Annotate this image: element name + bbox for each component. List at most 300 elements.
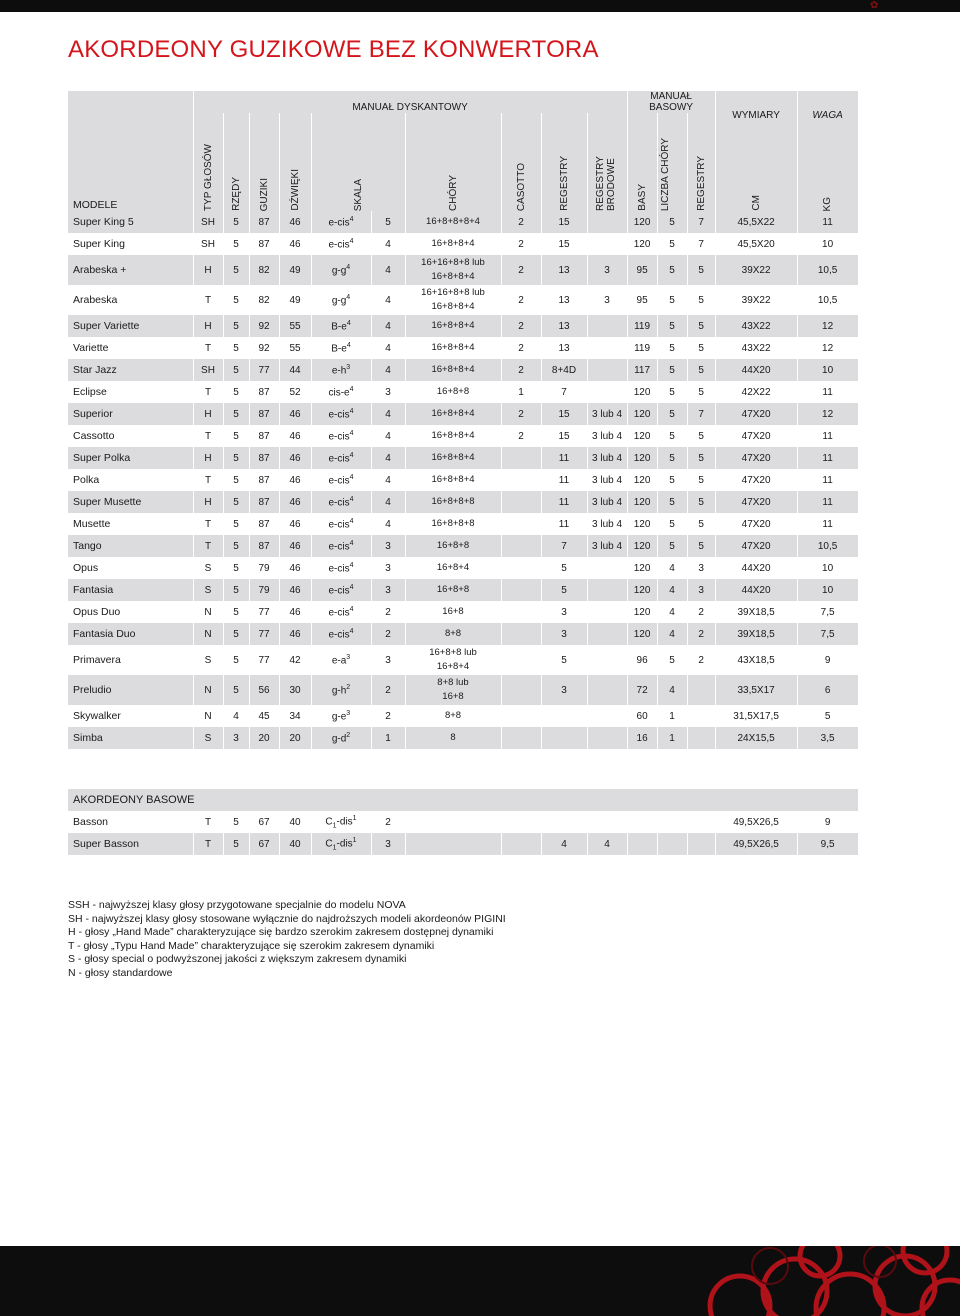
header-kg: KG [822, 196, 834, 211]
header-skala: SKALA [352, 178, 364, 211]
cell-chory-count: 2 [371, 675, 405, 705]
cell-cas: 2 [501, 337, 541, 359]
table-row [68, 623, 858, 645]
cell-cm: 45,5X20 [715, 233, 797, 255]
cell-dz: 55 [279, 337, 311, 359]
skala-range: e-cis [328, 629, 350, 641]
cell-chory [405, 535, 501, 557]
cell-lch [657, 833, 687, 855]
cell-reg: 7 [541, 535, 587, 557]
cell-gz: 87 [249, 211, 279, 233]
chory-line: 16+16+8+8 lub [421, 257, 485, 268]
cell-dz: 49 [279, 255, 311, 285]
chory-line: 8+8 [444, 628, 462, 639]
cell-basy: 95 [627, 285, 657, 315]
model-name: Star Jazz [68, 359, 193, 381]
skala-range: e-cis [328, 409, 350, 421]
cell-dz: 46 [279, 447, 311, 469]
model-name: Cassotto [68, 425, 193, 447]
cell-reg [541, 811, 587, 833]
cell-brod [587, 645, 627, 675]
cell-skala [311, 403, 371, 425]
cell-cas: 2 [501, 359, 541, 381]
skala-octave: 4 [349, 517, 354, 525]
cell-reg: 11 [541, 513, 587, 535]
cell-typ: T [193, 811, 223, 833]
cell-lch: 4 [657, 557, 687, 579]
cell-skala [311, 491, 371, 513]
cell-chory-count: 4 [371, 233, 405, 255]
cell-reg: 15 [541, 233, 587, 255]
table-row [68, 469, 858, 491]
skala-octave: 4 [349, 215, 354, 223]
cell-regb: 5 [687, 381, 715, 403]
skala-octave: 2 [346, 683, 351, 691]
cell-typ: H [193, 403, 223, 425]
cell-rz: 5 [223, 337, 249, 359]
cell-dz: 42 [279, 645, 311, 675]
cell-basy: 120 [627, 403, 657, 425]
cell-rz: 5 [223, 255, 249, 285]
cell-rz: 5 [223, 381, 249, 403]
cell-chory-count: 3 [371, 833, 405, 855]
cell-typ: SH [193, 211, 223, 233]
cell-basy: 120 [627, 513, 657, 535]
cell-cm: 47X20 [715, 469, 797, 491]
cell-chory [405, 403, 501, 425]
cell-brod: 3 lub 4 [587, 469, 627, 491]
cell-dz: 44 [279, 359, 311, 381]
skala-octave: 1 [352, 836, 357, 844]
cell-skala [311, 425, 371, 447]
cell-kg: 10 [797, 359, 858, 381]
cell-regb [687, 833, 715, 855]
cell-lch: 4 [657, 579, 687, 601]
cell-basy: 117 [627, 359, 657, 381]
group-header-waga: WAGA [798, 92, 858, 140]
cell-skala [311, 337, 371, 359]
group-header-bas: MANUAŁ BASOWY [627, 91, 715, 113]
chory-line: 16+8+8+4 [431, 301, 475, 312]
cell-typ: N [193, 705, 223, 727]
cell-brod [587, 337, 627, 359]
cell-rz: 5 [223, 557, 249, 579]
cell-kg: 9,5 [797, 833, 858, 855]
header-typ: TYP GŁOSÓW [202, 143, 214, 211]
cell-cm: 45,5X22 [715, 211, 797, 233]
cell-chory [405, 255, 501, 285]
chory-line: 16+8+4 [436, 661, 470, 672]
skala-octave: 2 [346, 731, 351, 739]
cell-skala [311, 833, 371, 855]
cell-gz: 82 [249, 255, 279, 285]
cell-cas [501, 557, 541, 579]
cell-cm: 47X20 [715, 491, 797, 513]
cell-kg: 9 [797, 645, 858, 675]
cell-chory [405, 579, 501, 601]
cell-reg: 5 [541, 645, 587, 675]
cell-gz: 79 [249, 579, 279, 601]
cell-dz: 46 [279, 579, 311, 601]
skala-range: e-h [331, 365, 347, 377]
cell-brod [587, 359, 627, 381]
skala-range: e-cis [328, 541, 350, 553]
skala-octave: 4 [349, 561, 354, 569]
skala-range: e-a [331, 655, 347, 667]
cell-gz: 79 [249, 557, 279, 579]
table-row [68, 381, 858, 403]
cell-cas [501, 535, 541, 557]
cell-brod [587, 727, 627, 749]
cell-rz: 5 [223, 623, 249, 645]
skala-range: B-e [331, 343, 347, 355]
table-row [68, 359, 858, 381]
cell-reg: 8+4D [541, 359, 587, 381]
legend-item: N - głosy standardowe [68, 966, 173, 979]
cell-brod [587, 211, 627, 233]
cell-skala [311, 535, 371, 557]
skala-range: g-g [331, 295, 347, 307]
chory-line: 8+8 lub [437, 677, 469, 688]
chory-line: 16+8 [442, 691, 464, 702]
cell-chory [405, 381, 501, 403]
cell-cm: 44X20 [715, 557, 797, 579]
group-header-wymiary: WYMIARY [716, 92, 797, 140]
cell-regb: 7 [687, 233, 715, 255]
cell-chory [405, 811, 501, 833]
cell-cm: 44X20 [715, 579, 797, 601]
skala-range: e-cis [328, 519, 350, 531]
table-row [68, 833, 858, 855]
cell-regb: 2 [687, 623, 715, 645]
table-row [68, 255, 858, 285]
cell-regb: 5 [687, 447, 715, 469]
model-name: Super Polka [68, 447, 193, 469]
cell-typ: T [193, 833, 223, 855]
cell-skala [311, 811, 371, 833]
cell-skala [311, 557, 371, 579]
table-row [68, 601, 858, 623]
cell-kg: 12 [797, 337, 858, 359]
skala-octave: 4 [346, 293, 351, 301]
cell-kg: 12 [797, 315, 858, 337]
cell-gz: 87 [249, 403, 279, 425]
cell-kg: 12 [797, 403, 858, 425]
cell-brod: 3 lub 4 [587, 535, 627, 557]
cell-cm: 39X22 [715, 255, 797, 285]
cell-chory [405, 623, 501, 645]
skala-range: e-cis [328, 453, 350, 465]
cell-reg: 13 [541, 337, 587, 359]
cell-basy: 120 [627, 211, 657, 233]
cell-dz: 30 [279, 675, 311, 705]
cell-kg: 5 [797, 705, 858, 727]
skala-range: g-e [331, 711, 347, 723]
legend-item: T - głosy „Typu Hand Made” charakteryzujące się szerokim zakresem dynamiki [68, 939, 435, 952]
legend [68, 899, 506, 981]
chory-line: 16+8+8+4 [431, 408, 475, 419]
cell-brod: 3 lub 4 [587, 403, 627, 425]
cell-chory [405, 491, 501, 513]
cell-brod: 3 [587, 255, 627, 285]
cell-reg [541, 705, 587, 727]
cell-cm: 33,5X17 [715, 675, 797, 705]
cell-cas [501, 675, 541, 705]
cell-dz: 46 [279, 535, 311, 557]
cell-typ: T [193, 469, 223, 491]
cell-kg: 3,5 [797, 727, 858, 749]
cell-skala [311, 469, 371, 491]
cell-typ: S [193, 557, 223, 579]
cell-kg: 11 [797, 425, 858, 447]
skala-range: -dis [336, 838, 353, 850]
cell-dz: 46 [279, 403, 311, 425]
cell-cm: 24X15,5 [715, 727, 797, 749]
cell-cas [501, 811, 541, 833]
cell-regb [687, 675, 715, 705]
legend-item: S - głosy special o podwyższonej jakości z większym zakresem dynamiki [68, 953, 407, 966]
cell-cas [501, 601, 541, 623]
cell-skala [311, 579, 371, 601]
cell-brod: 4 [587, 833, 627, 855]
decorative-circles-icon [700, 1246, 960, 1316]
cell-gz: 87 [249, 447, 279, 469]
cell-lch: 5 [657, 255, 687, 285]
skala-range: e-cis [328, 497, 350, 509]
cell-regb: 7 [687, 211, 715, 233]
cell-rz: 5 [223, 403, 249, 425]
cell-cas [501, 833, 541, 855]
cell-typ: S [193, 727, 223, 749]
cell-reg: 3 [541, 675, 587, 705]
table-row [68, 403, 858, 425]
cell-reg: 4 [541, 833, 587, 855]
cell-cas: 2 [501, 255, 541, 285]
cell-kg: 11 [797, 469, 858, 491]
cell-chory [405, 513, 501, 535]
cell-brod: 3 lub 4 [587, 491, 627, 513]
cell-basy: 120 [627, 579, 657, 601]
cell-cm: 49,5X26,5 [715, 833, 797, 855]
cell-rz: 4 [223, 705, 249, 727]
skala-range: cis-e [328, 387, 350, 399]
cell-chory-count: 4 [371, 447, 405, 469]
cell-dz: 46 [279, 425, 311, 447]
cell-cm: 47X20 [715, 403, 797, 425]
table-row [68, 811, 858, 833]
cell-brod: 3 lub 4 [587, 447, 627, 469]
cell-chory [405, 833, 501, 855]
cell-reg: 15 [541, 425, 587, 447]
bottom-bar [0, 1246, 960, 1316]
model-name: Primavera [68, 645, 193, 675]
cell-lch: 5 [657, 359, 687, 381]
cell-lch: 5 [657, 425, 687, 447]
cell-cas [501, 623, 541, 645]
cell-cm: 43X18,5 [715, 645, 797, 675]
cell-cm: 42X22 [715, 381, 797, 403]
table-row [68, 675, 858, 705]
cell-gz: 77 [249, 645, 279, 675]
cell-chory-count: 3 [371, 535, 405, 557]
cell-brod [587, 705, 627, 727]
cell-skala [311, 381, 371, 403]
cell-dz: 46 [279, 469, 311, 491]
cell-lch: 5 [657, 233, 687, 255]
cell-chory-count: 2 [371, 623, 405, 645]
cell-chory-count: 3 [371, 645, 405, 675]
cell-cas [501, 513, 541, 535]
legend-item: SSH - najwyższej klasy głosy przygotowane specjalnie do modelu NOVA [68, 899, 406, 911]
cell-rz: 5 [223, 233, 249, 255]
cell-chory-count: 4 [371, 315, 405, 337]
table-row [68, 425, 858, 447]
cell-skala [311, 359, 371, 381]
cell-kg: 11 [797, 447, 858, 469]
cell-chory [405, 315, 501, 337]
cell-rz: 5 [223, 675, 249, 705]
cell-regb: 7 [687, 403, 715, 425]
skala-octave: 4 [346, 319, 351, 327]
cell-dz: 55 [279, 315, 311, 337]
skala-range: e-cis [328, 585, 350, 597]
chory-line: 16+8+8+4 [431, 271, 475, 282]
skala-octave: 4 [349, 429, 354, 437]
corner-logo-icon: ✿ [870, 0, 879, 11]
chory-line: 16+8+8+4 [431, 474, 475, 485]
bass-section-title: AKORDEONY BASOWE [68, 789, 858, 811]
cell-regb: 2 [687, 645, 715, 675]
cell-typ: H [193, 491, 223, 513]
cell-typ: N [193, 675, 223, 705]
header-basy: BASY [636, 184, 648, 211]
cell-reg: 7 [541, 381, 587, 403]
cell-dz: 46 [279, 557, 311, 579]
cell-lch: 4 [657, 675, 687, 705]
group-header-dyskant: MANUAŁ DYSKANTOWY [193, 91, 627, 113]
cell-chory-count: 4 [371, 491, 405, 513]
cell-basy [627, 833, 657, 855]
header-chory: CHÓRY [447, 175, 459, 211]
table-row [68, 705, 858, 727]
cell-brod [587, 623, 627, 645]
cell-typ: T [193, 535, 223, 557]
skala-octave: 4 [349, 583, 354, 591]
skala-note: C [325, 816, 333, 828]
cell-rz: 5 [223, 645, 249, 675]
cell-chory [405, 447, 501, 469]
cell-typ: SH [193, 359, 223, 381]
cell-chory-count: 3 [371, 557, 405, 579]
cell-chory [405, 233, 501, 255]
cell-dz: 40 [279, 833, 311, 855]
cell-gz: 87 [249, 535, 279, 557]
header-cm: CM [750, 195, 762, 211]
chory-line: 16+8+8 [436, 540, 470, 551]
cell-chory-count: 3 [371, 579, 405, 601]
cell-lch: 5 [657, 381, 687, 403]
cell-regb: 5 [687, 255, 715, 285]
cell-skala [311, 255, 371, 285]
legend-item: SH - najwyższej klasy głosy stosowane wyłącznie do najdroższych modeli akordeonów PIGINI [68, 912, 506, 925]
cell-kg: 9 [797, 811, 858, 833]
cell-gz: 77 [249, 601, 279, 623]
cell-cas [501, 469, 541, 491]
cell-basy: 120 [627, 381, 657, 403]
skala-octave: 4 [349, 385, 354, 393]
chory-line: 16+8+8+4 [431, 320, 475, 331]
cell-regb: 2 [687, 601, 715, 623]
skala-octave: 4 [346, 263, 351, 271]
header-regestry-bas: REGESTRY [695, 156, 707, 211]
cell-kg: 10,5 [797, 255, 858, 285]
cell-chory [405, 337, 501, 359]
cell-kg: 11 [797, 513, 858, 535]
skala-octave: 3 [346, 363, 351, 371]
cell-rz: 5 [223, 285, 249, 315]
cell-cm: 44X20 [715, 359, 797, 381]
cell-typ: T [193, 425, 223, 447]
cell-reg: 5 [541, 557, 587, 579]
cell-rz: 5 [223, 811, 249, 833]
cell-lch: 5 [657, 211, 687, 233]
model-name: Tango [68, 535, 193, 557]
cell-chory-count: 4 [371, 255, 405, 285]
cell-gz: 87 [249, 513, 279, 535]
cell-chory-count: 4 [371, 359, 405, 381]
cell-chory-count: 1 [371, 727, 405, 749]
model-name: Super Musette [68, 491, 193, 513]
model-name: Opus Duo [68, 601, 193, 623]
cell-basy: 119 [627, 337, 657, 359]
cell-regb: 5 [687, 337, 715, 359]
cell-cas [501, 645, 541, 675]
cell-lch: 5 [657, 447, 687, 469]
cell-gz: 87 [249, 469, 279, 491]
cell-brod [587, 579, 627, 601]
cell-typ: S [193, 579, 223, 601]
cell-kg: 10,5 [797, 535, 858, 557]
cell-rz: 5 [223, 469, 249, 491]
cell-typ: T [193, 513, 223, 535]
cell-basy: 16 [627, 727, 657, 749]
cell-chory-count: 4 [371, 513, 405, 535]
skala-octave: 4 [349, 237, 354, 245]
header-modele: MODELE [68, 113, 193, 211]
cell-lch: 5 [657, 645, 687, 675]
cell-gz: 87 [249, 381, 279, 403]
cell-regb: 5 [687, 469, 715, 491]
cell-cm: 47X20 [715, 513, 797, 535]
cell-rz: 5 [223, 425, 249, 447]
cell-cas [501, 727, 541, 749]
chory-line: 8 [450, 732, 456, 743]
cell-regb: 5 [687, 285, 715, 315]
skala-range: -dis [336, 816, 353, 828]
cell-regb: 5 [687, 513, 715, 535]
cell-kg: 7,5 [797, 601, 858, 623]
cell-reg [541, 727, 587, 749]
cell-brod [587, 601, 627, 623]
cell-lch: 5 [657, 491, 687, 513]
cell-gz: 77 [249, 623, 279, 645]
model-name: Fantasia [68, 579, 193, 601]
cell-chory [405, 285, 501, 315]
cell-cm: 47X20 [715, 535, 797, 557]
skala-range: e-cis [328, 217, 350, 229]
cell-cas: 2 [501, 285, 541, 315]
model-name: Arabeska + [68, 255, 193, 285]
